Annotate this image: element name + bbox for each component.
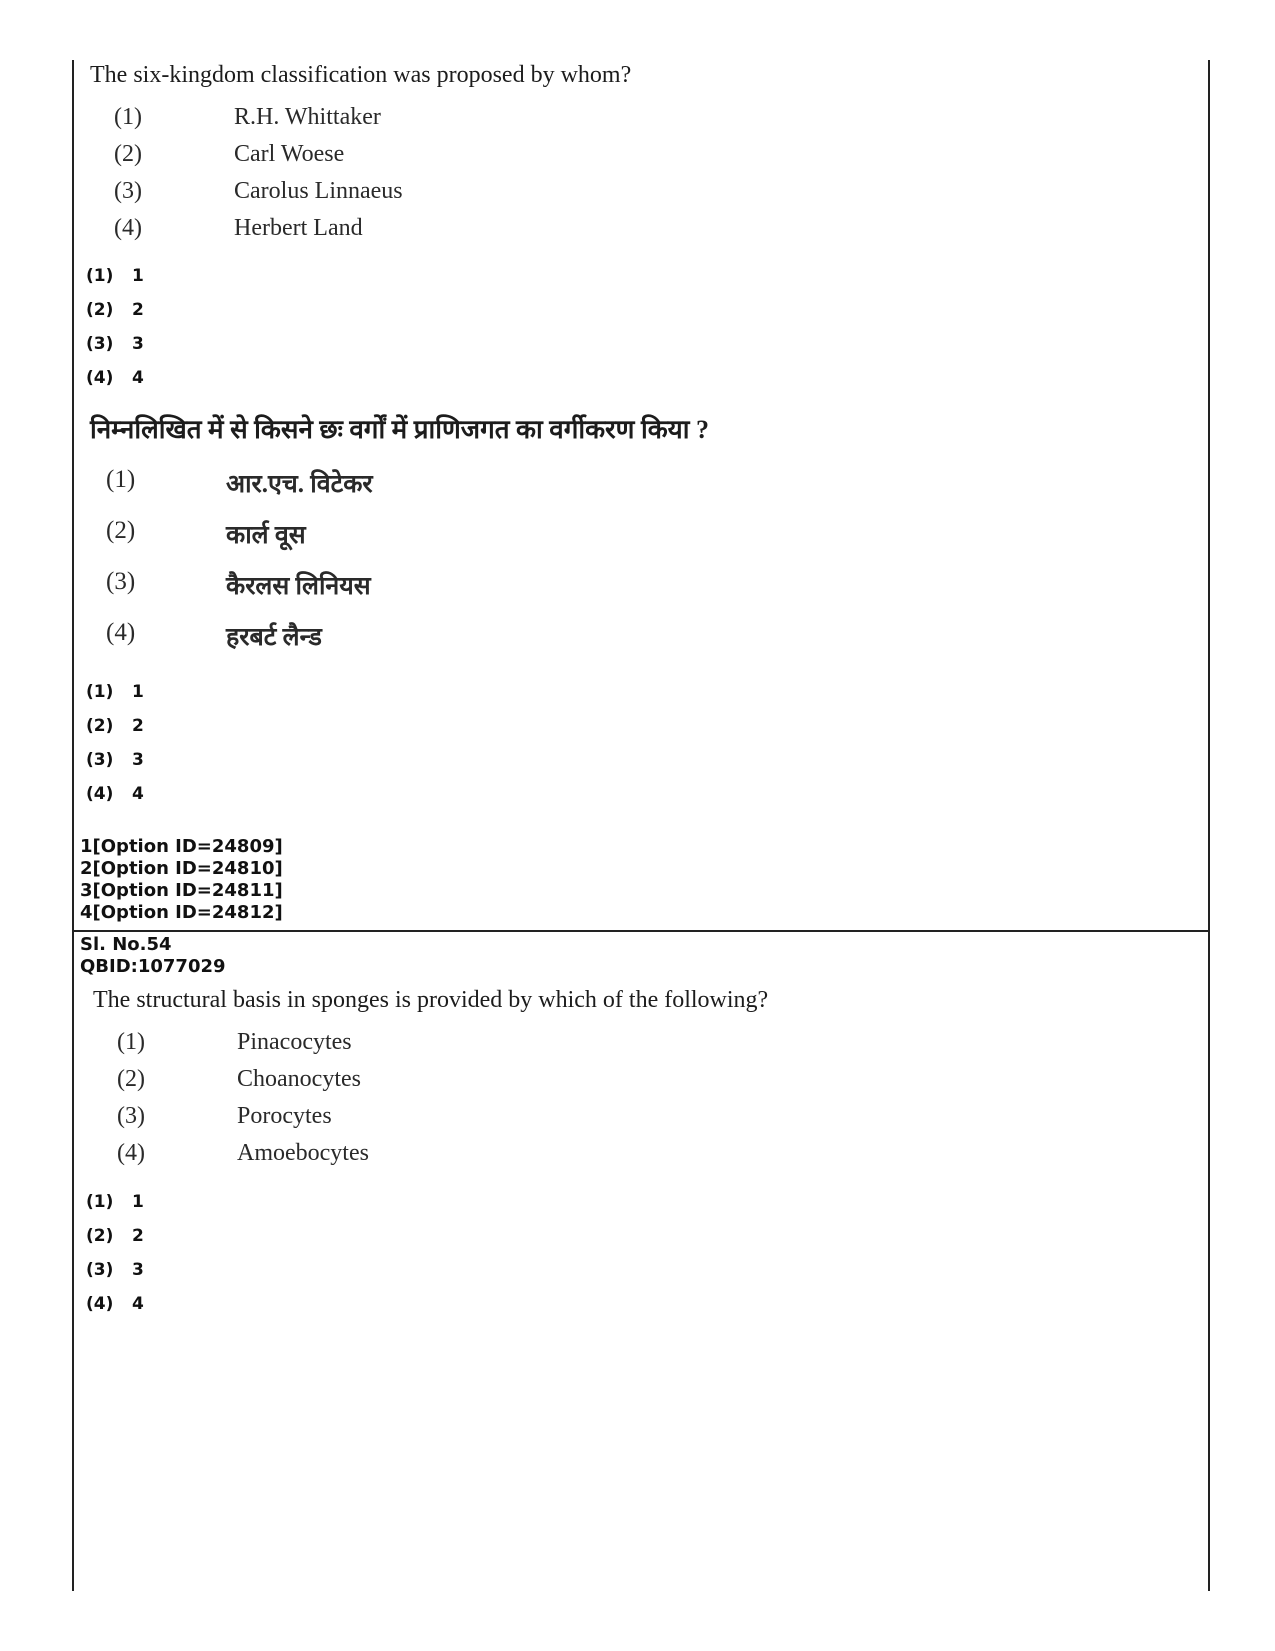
left-border: [72, 60, 74, 1591]
answer-choice-2[interactable]: (2) 2: [86, 716, 144, 736]
answer-choice-2[interactable]: (2) 2: [86, 1226, 144, 1246]
option-number: (4): [106, 619, 136, 646]
answer-choice-1[interactable]: (1) 1: [86, 266, 144, 286]
option-text: Choanocytes: [237, 1066, 361, 1092]
option-id: 3[Option ID=24811]: [80, 880, 283, 901]
option-id-list: [80, 836, 283, 924]
option-text: हरबर्ट लैन्ड: [226, 624, 322, 651]
serial-number: Sl. No.54: [80, 934, 172, 955]
option-number: (1): [117, 1029, 145, 1055]
option-number: (4): [114, 215, 142, 241]
answer-choice-1[interactable]: (1) 1: [86, 682, 144, 702]
option-text: R.H. Whittaker: [234, 104, 381, 130]
option-id: 1[Option ID=24809]: [80, 836, 283, 857]
answer-choice-2[interactable]: (2) 2: [86, 300, 144, 320]
qbid: QBID:1077029: [80, 956, 226, 977]
option-number: (1): [114, 104, 142, 130]
option-text: आर.एच. विटेकर: [226, 471, 373, 498]
option-text: कार्ल वूस: [226, 522, 306, 549]
option-number: (4): [117, 1140, 145, 1166]
question-text-hi: निम्नलिखित में से किसने छः वर्गों में प्राणिजगत का वर्गीकरण किया ?: [90, 415, 709, 444]
option-text: Porocytes: [237, 1103, 332, 1129]
option-text: Pinacocytes: [237, 1029, 352, 1055]
right-border: [1208, 60, 1210, 1591]
option-id: 4[Option ID=24812]: [80, 902, 283, 923]
answer-choice-4[interactable]: (4) 4: [86, 368, 144, 388]
option-text: कैरलस लिनियस: [226, 573, 371, 600]
option-text: Carolus Linnaeus: [234, 178, 403, 204]
option-id: 2[Option ID=24810]: [80, 858, 283, 879]
answer-choice-3[interactable]: (3) 3: [86, 334, 144, 354]
option-number: (2): [106, 517, 136, 544]
answer-choice-4[interactable]: (4) 4: [86, 1294, 144, 1314]
option-number: (2): [117, 1066, 145, 1092]
question-separator: [72, 930, 1210, 932]
option-number: (3): [117, 1103, 145, 1129]
question-header: [80, 934, 226, 978]
answer-choice-1[interactable]: (1) 1: [86, 1192, 144, 1212]
answer-choice-3[interactable]: (3) 3: [86, 750, 144, 770]
option-number: (3): [106, 568, 136, 595]
answer-choice-3[interactable]: (3) 3: [86, 1260, 144, 1280]
option-number: (3): [114, 178, 142, 204]
option-number: (1): [106, 466, 136, 493]
question-text-en: The six-kingdom classification was proposed by whom?: [90, 62, 632, 88]
option-number: (2): [114, 141, 142, 167]
option-text: Herbert Land: [234, 215, 363, 241]
option-text: Amoebocytes: [237, 1140, 369, 1166]
option-text: Carl Woese: [234, 141, 345, 167]
answer-choice-4[interactable]: (4) 4: [86, 784, 144, 804]
question-text-en: The structural basis in sponges is provided by which of the following?: [93, 987, 769, 1013]
